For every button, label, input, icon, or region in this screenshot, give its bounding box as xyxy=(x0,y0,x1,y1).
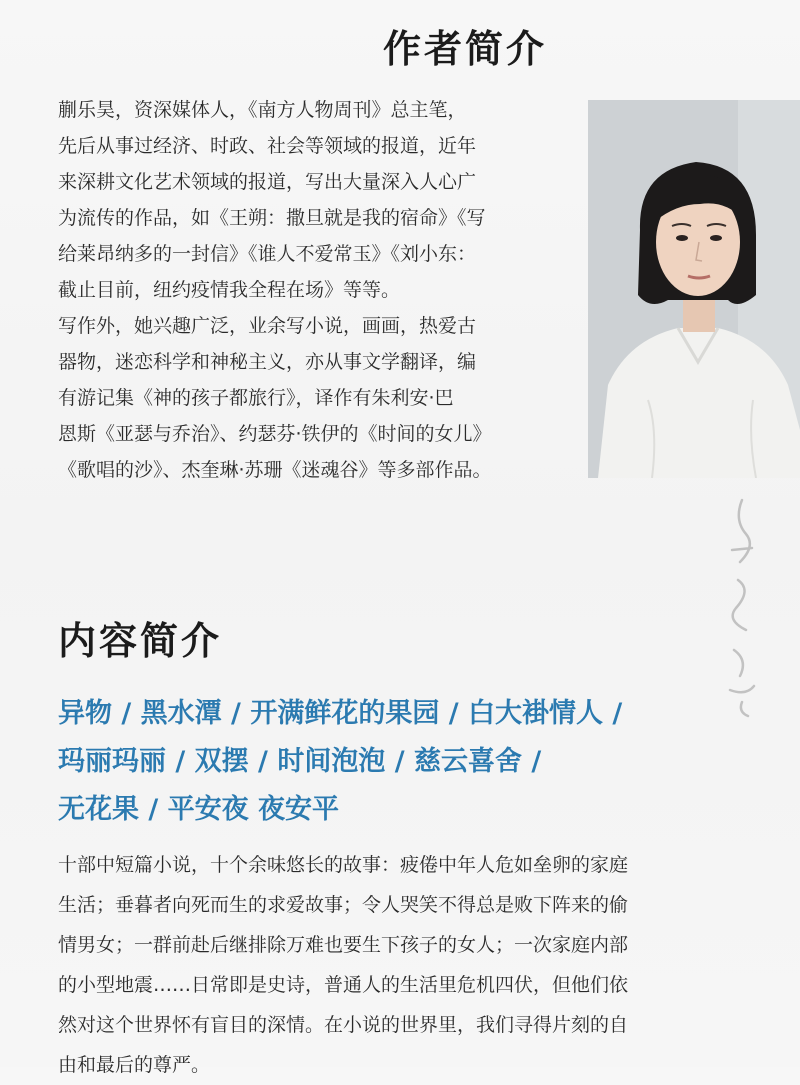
summary-line: 然对这个世界怀有盲目的深情。在小说的世界里，我们寻得片刻的自 xyxy=(58,1014,629,1036)
author-bio-line: 来深耕文化艺术领域的报道，写出大量深入人心广 xyxy=(58,171,477,193)
author-bio-line: 《歌唱的沙》、杰奎琳·苏珊《迷魂谷》等多部作品。 xyxy=(58,459,492,481)
author-bio-line: 恩斯《亚瑟与乔治》、约瑟芬·铁伊的《时间的女儿》 xyxy=(58,423,492,445)
summary-line: 生活；垂暮者向死而生的求爱故事；令人哭笑不得总是败下阵来的偷 xyxy=(58,894,629,916)
author-section-title: 作者简介 xyxy=(383,27,548,71)
author-bio-line: 蒯乐昊，资深媒体人，《南方人物周刊》总主笔， xyxy=(58,99,467,121)
author-bio-line: 先后从事过经济、时政、社会等领域的报道，近年 xyxy=(58,135,477,157)
story-title-line: 异物 / 黑水潭 / 开满鲜花的果园 / 白大褂情人 / xyxy=(58,698,623,729)
story-title-line: 玛丽玛丽 / 双摆 / 时间泡泡 / 慈云喜舍 / xyxy=(58,746,542,777)
author-bio-line: 截止目前，纽约疫情我全程在场》等等。 xyxy=(58,279,401,301)
story-title-line: 无花果 / 平安夜 夜安平 xyxy=(58,794,340,825)
author-bio xyxy=(58,92,558,488)
author-bio-line: 有游记集《神的孩子都旅行》，译作有朱利安·巴 xyxy=(58,387,454,409)
story-title-list xyxy=(58,690,738,834)
author-bio-line: 给莱昂纳多的一封信》《谁人不爱常玉》《刘小东： xyxy=(58,243,477,265)
summary-line: 情男女；一群前赴后继排除万难也要生下孩子的女人；一次家庭内部 xyxy=(58,934,629,956)
author-bio-line: 写作外，她兴趣广泛，业余写小说，画画，热爱古 xyxy=(58,315,477,337)
summary-line: 十部中短篇小说，十个余味悠长的故事：疲倦中年人危如垒卵的家庭 xyxy=(58,854,629,876)
author-portrait-illustration xyxy=(588,100,800,478)
content-section-title: 内容简介 xyxy=(58,619,223,663)
author-bio-line: 为流传的作品，如《王朔：撒旦就是我的宿命》《写 xyxy=(58,207,486,229)
author-bio-line: 器物，迷恋科学和神秘主义，亦从事文学翻译，编 xyxy=(58,351,477,373)
handwritten-signature xyxy=(712,490,772,720)
content-summary xyxy=(58,845,738,1085)
summary-line: 由和最后的尊严。 xyxy=(58,1054,211,1076)
author-photo xyxy=(588,100,800,478)
summary-line: 的小型地震……日常即是史诗，普通人的生活里危机四伏，但他们依 xyxy=(58,974,629,996)
